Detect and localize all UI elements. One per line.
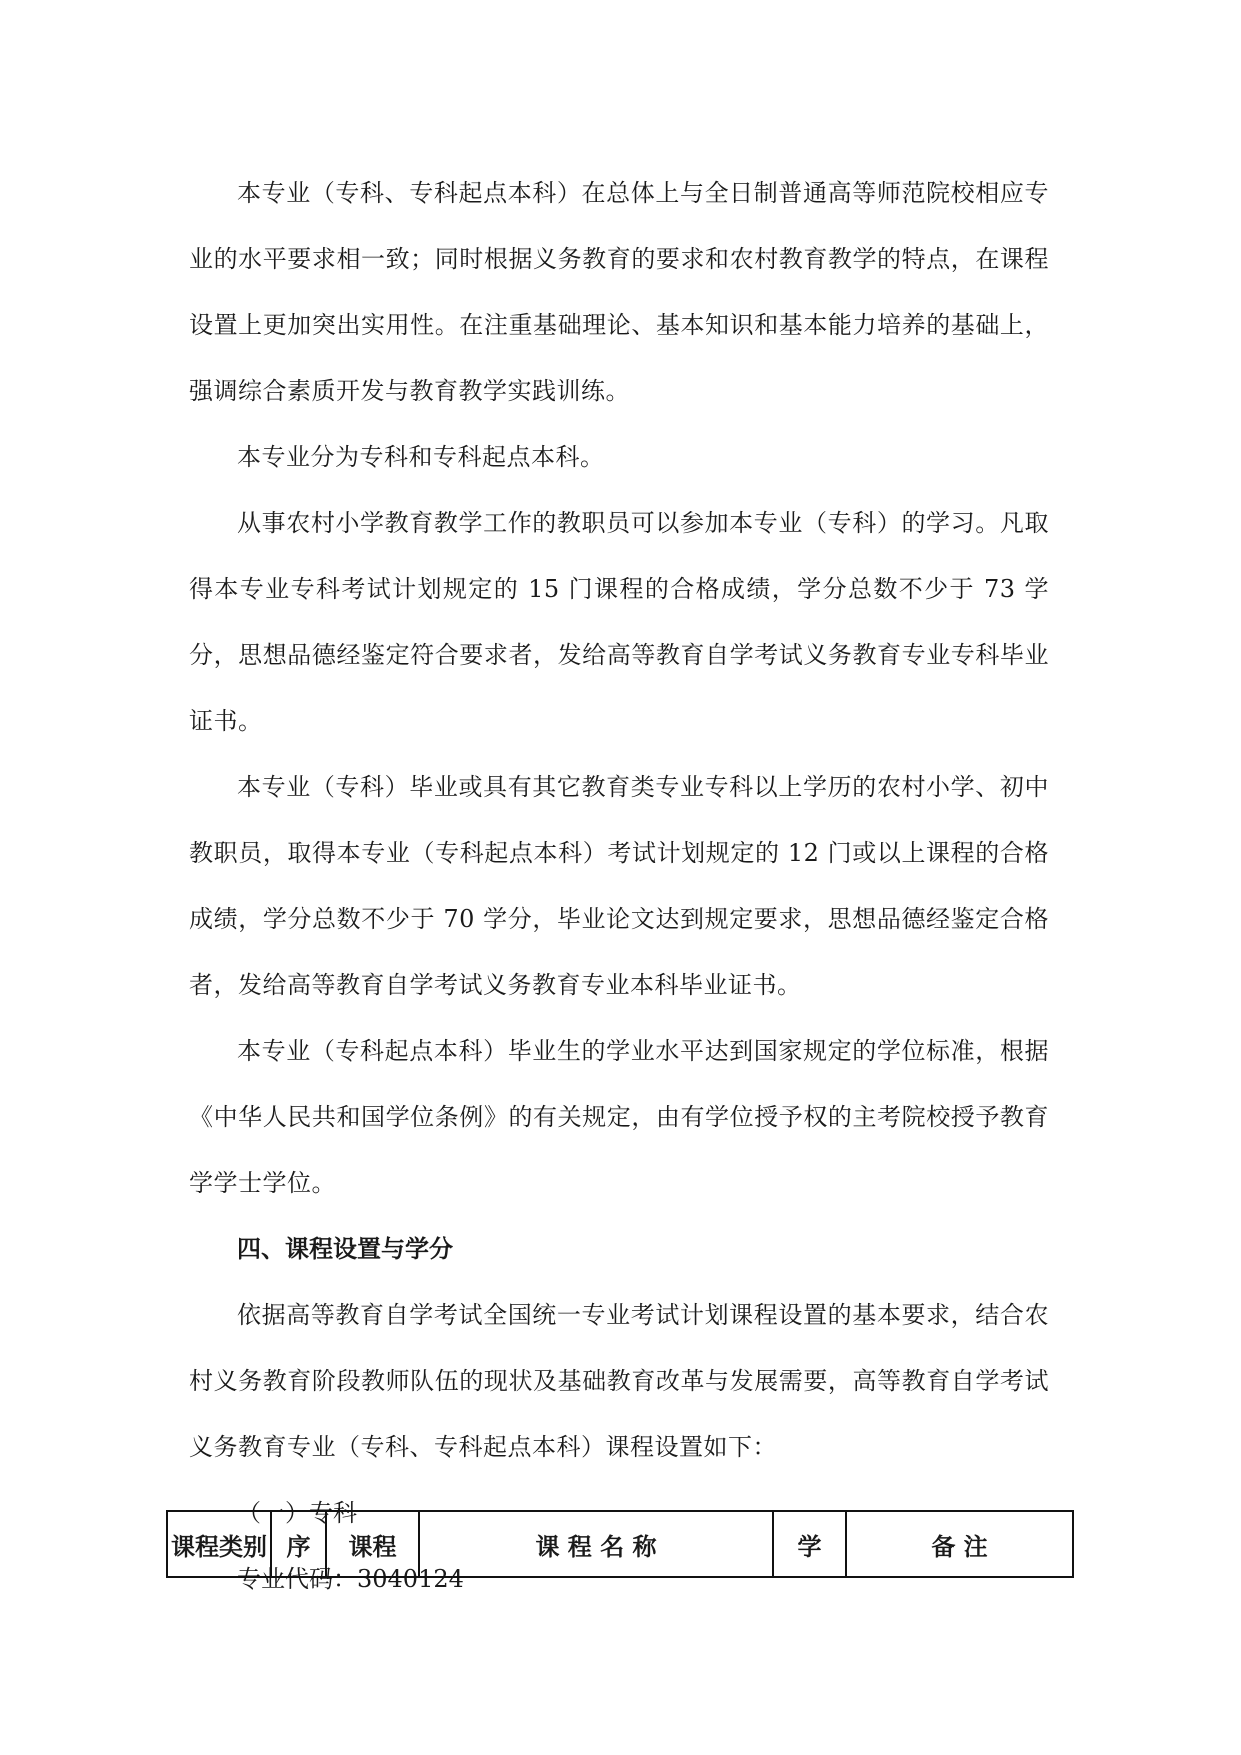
- paragraph-undergraduate: 本专业（专科）毕业或具有其它教育类专业专科以上学历的农村小学、初中教职员，取得本专业（专科起点本科）考试计划规定的 12 门或以上课程的合格成绩，学分总数不少于 70 学分，毕业论文达到规定要求，思想品德经鉴定合格者，发给高等教育自学考试义务教育专业本科毕业证书。: [189, 773, 1049, 999]
- header-remarks: 备 注: [846, 1511, 1073, 1577]
- subheading-junior-college: （一）专科: [237, 1499, 357, 1527]
- header-course-name: 课 程 名 称: [419, 1511, 773, 1577]
- header-credits: 学: [773, 1511, 846, 1577]
- table-header-row: [167, 1511, 1073, 1577]
- paragraph-levels: 本专业分为专科和专科起点本科。: [237, 443, 605, 471]
- section-heading: 四、课程设置与学分: [237, 1235, 453, 1263]
- course-table: [166, 1510, 1074, 1578]
- paragraph-overview: 本专业（专科、专科起点本科）在总体上与全日制普通高等师范院校相应专业的水平要求相一致；同时根据义务教育的要求和农村教育教学的特点，在课程设置上更加突出实用性。在注重基础理论、基本知识和基本能力培养的基础上，强调综合素质开发与教育教学实践训练。: [189, 179, 1049, 405]
- header-course-category: 课程类别: [167, 1511, 271, 1577]
- paragraph-course-setup: 依据高等教育自学考试全国统一专业考试计划课程设置的基本要求，结合农村义务教育阶段教师队伍的现状及基础教育改革与发展需要，高等教育自学考试义务教育专业（专科、专科起点本科）课程设置如下：: [189, 1301, 1049, 1461]
- header-course-code: 课程: [326, 1511, 419, 1577]
- major-code: 专业代码：3040124: [237, 1565, 464, 1593]
- paragraph-degree: 本专业（专科起点本科）毕业生的学业水平达到国家规定的学位标准，根据《中华人民共和国学位条例》的有关规定，由有学位授予权的主考院校授予教育学学士学位。: [189, 1037, 1049, 1197]
- header-seq: 序: [271, 1511, 326, 1577]
- document-body: [189, 160, 1049, 1612]
- paragraph-junior-college: 从事农村小学教育教学工作的教职员可以参加本专业（专科）的学习。凡取得本专业专科考试计划规定的 15 门课程的合格成绩，学分总数不少于 73 学分，思想品德经鉴定符合要求者，发给高等教育自学考试义务教育专业专科毕业证书。: [189, 509, 1049, 735]
